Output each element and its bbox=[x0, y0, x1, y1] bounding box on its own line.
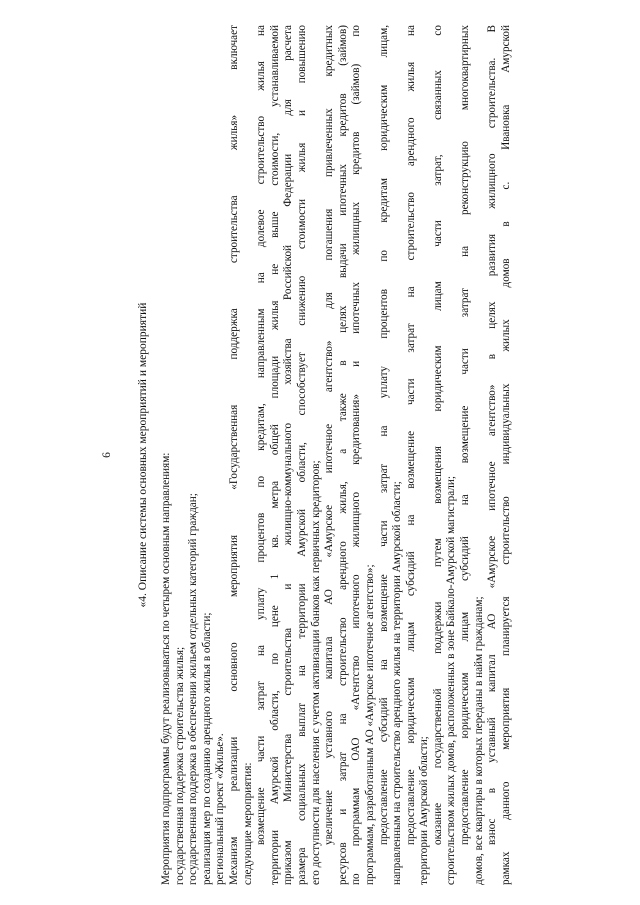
text-line: предоставление юридическим лицам субсидий на возмещение части затрат на строительство арендного жилья на bbox=[404, 25, 417, 845]
text-line: размера социальных выплат на территории Амурской области, способствует снижению стоимости жилья и повышению bbox=[295, 25, 308, 885]
text-line: ресурсов и затрат на строительство арендного жилья, а также в целях выдачи ипотечных кредитов (займов) bbox=[336, 25, 349, 885]
text-line: оказание государственной поддержки путем возмещения юридическим лицам части затрат, связанных со bbox=[431, 25, 444, 845]
text-line: программам, разработанным АО «Амурское ипотечное агентство»; bbox=[363, 564, 376, 885]
text-line: предоставление субсидий на возмещение части затрат на уплату процентов по кредитам юридическим лицам, bbox=[377, 25, 390, 845]
text-line: направленным на строительство арендного жилья на территории Амурской области; bbox=[391, 481, 404, 885]
text-line: следующие мероприятия: bbox=[241, 762, 254, 885]
rotated-content bbox=[100, 25, 550, 885]
page-number: 6 bbox=[101, 452, 113, 458]
text-line: Мероприятия подпрограммы будут реализовываться по четырем основным направлениям: bbox=[160, 452, 172, 885]
text-line: возмещение части затрат на уплату процентов по кредитам, направленным на долевое строительство жилья на bbox=[255, 25, 268, 845]
text-line: домов, все квартиры в которых переданы в найм гражданам; bbox=[472, 596, 485, 885]
text-line: его доступности для населения с учетом активизации банков как первичных кредиторов; bbox=[309, 460, 322, 885]
text-line: государственная поддержка в обеспечении жильем отдельных категорий граждан; bbox=[187, 493, 200, 885]
text-line: реализация мер по созданию арендного жилья в области; bbox=[200, 612, 213, 885]
text-line: приказом Министерства строительства и жилищно-коммунального хозяйства Российской Федерации для расчета bbox=[282, 25, 295, 885]
text-line: предоставление юридическим лицам субсидий на возмещение части затрат на реконструкцию многоквартирных bbox=[459, 25, 472, 845]
body-text bbox=[160, 25, 513, 885]
text-line: по программам ОАО «Агентство ипотечного жилищного кредитования» и ипотечных жилищных кредитов (займов) по bbox=[350, 25, 363, 885]
section-heading: «4. Описание системы основных мероприятий и мероприятий bbox=[137, 302, 149, 608]
text-line: государственная поддержка строительства жилья; bbox=[173, 646, 186, 885]
text-line: рамках данного мероприятия планируется строительство индивидуальных жилых домов в с. Ивановка Амурской bbox=[499, 25, 512, 885]
text-line: региональный проект «Жилье». bbox=[214, 733, 227, 885]
text-line: территории Амурской области; bbox=[418, 736, 431, 885]
text-line: территории Амурской области, по цене 1 кв. метра общей площади жилья не выше стоимости, устанавливаемой bbox=[268, 25, 281, 885]
text-line: взнос в уставный капитал АО «Амурское ипотечное агентство» в целях развития жилищного строительства. В bbox=[486, 25, 499, 845]
text-line: строительством жилых домов, расположенных в зоне Байкало-Амурской магистрали; bbox=[445, 476, 458, 885]
text-line: увеличение уставного капитала АО «Амурское ипотечное агентство» для погашения привлеченных кредитных bbox=[323, 25, 336, 845]
text-line: Механизм реализации основного мероприятия «Государственная поддержка строительства жилья» включает bbox=[227, 25, 240, 885]
